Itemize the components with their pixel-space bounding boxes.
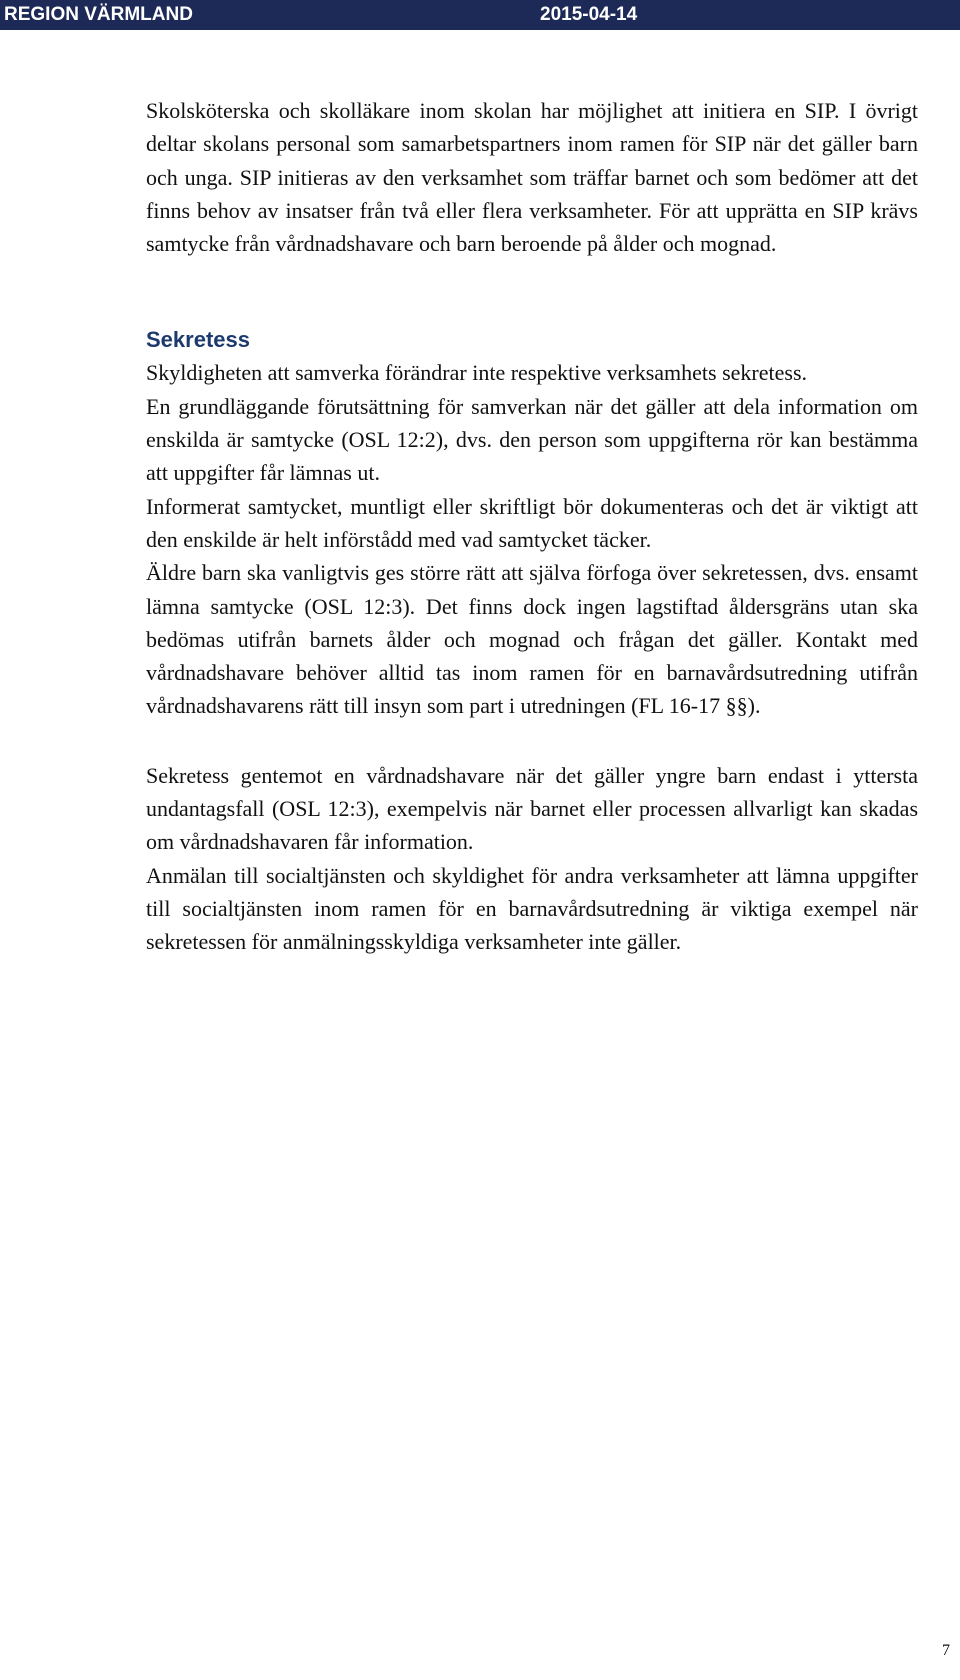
spacer: [146, 260, 918, 323]
paragraph: Skyldigheten att samverka förändrar inte respektive verksamhets sekretess.: [146, 360, 807, 386]
paragraph: Äldre barn ska vanligtvis ges större rätt att själva förfoga över sekretessen, dvs. ensamt lämna samtycke (OSL 12:3). Det finns dock ingen lagstiftad åldersgräns utan ska bedömas utifrån barnets ålder och mognad och frågan det gäller. Kontakt med vårdnadshavare behöver alltid tas inom ramen för en barnavårdsutredning utifrån vårdnadshavarens rätt till insyn som part i utredningen (FL 16-17 §§).: [146, 560, 918, 719]
section-heading: Sekretess: [146, 327, 250, 353]
document-body: [146, 94, 918, 959]
document-date: 2015-04-14: [540, 4, 638, 25]
intro-paragraph: Skolsköterska och skolläkare inom skolan har möjlighet att initiera en SIP. I övrigt deltar skolans personal som samarbetspartners inom ramen för SIP när det gäller barn och unga. SIP initieras av den verksamhet som träffar barnet och som bedömer att det finns behov av insatser från två eller flera verksamheter. För att upprätta en SIP krävs samtycke från vårdnadshavare och barn beroende på ålder och mognad.: [146, 98, 918, 257]
page-number: 7: [942, 1642, 950, 1659]
organization-name: REGION VÄRMLAND: [4, 4, 193, 25]
spacer: [146, 723, 918, 759]
paragraph: Informerat samtycket, muntligt eller skriftligt bör dokumenteras och det är viktigt att den enskilde är helt införstådd med vad samtycket täcker.: [146, 493, 918, 552]
page-header: [0, 0, 960, 30]
paragraph: En grundläggande förutsättning för samverkan när det gäller att dela information om enskilda är samtycke (OSL 12:2), dvs. den person som uppgifterna rör kan bestämma att uppgifter får lämnas ut.: [146, 393, 918, 486]
paragraph: Anmälan till socialtjänsten och skyldighet för andra verksamheter att lämna uppgifter till socialtjänsten inom ramen för en barnavårdsutredning är viktiga exempel när sekretessen för anmälningsskyldiga verksamheter inte gäller.: [146, 862, 918, 955]
paragraph: Sekretess gentemot en vårdnadshavare när det gäller yngre barn endast i yttersta undantagsfall (OSL 12:3), exempelvis när barnet eller processen allvarligt kan skadas om vårdnadshavaren får information.: [146, 762, 918, 855]
